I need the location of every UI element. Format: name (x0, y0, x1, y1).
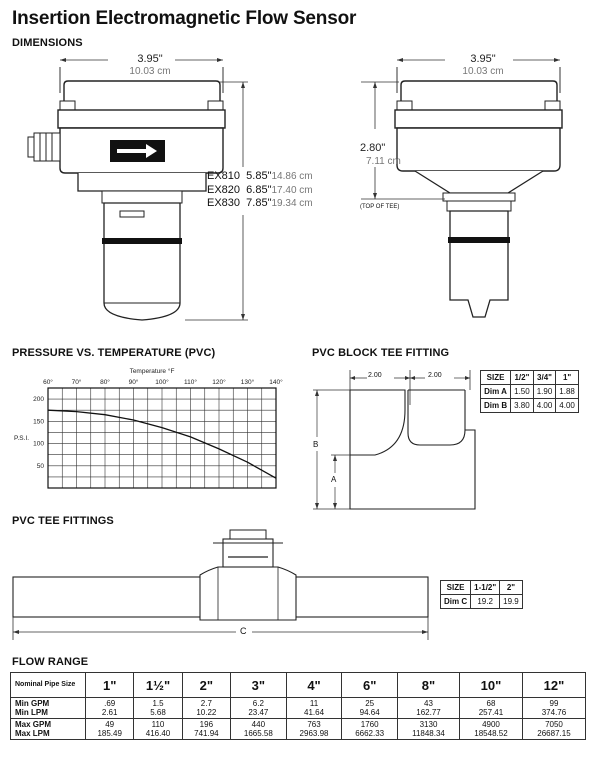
block-tee-label-b: B (313, 440, 319, 449)
max-flow-cell (459, 719, 522, 740)
pipe-size-cell: 10" (459, 673, 522, 698)
max-gpm-value: 1760 (360, 720, 379, 729)
y-tick-label: 200 (33, 396, 44, 404)
block-tee-label-a: A (331, 475, 337, 484)
model-row-ex810: EX810 5.85"14.86 cm (207, 170, 313, 182)
max-gpm-value: 440 (251, 720, 266, 729)
x-tick-label: 90° (128, 379, 139, 386)
max-lpm-value: 6662.33 (355, 729, 385, 738)
table-row: Dim A 1.50 1.90 1.88 (481, 385, 579, 399)
min-lpm-value: 257.41 (478, 708, 504, 717)
tee-size-table (440, 580, 523, 609)
height-cm: 7.11 cm (366, 156, 401, 167)
min-flow-cell (522, 698, 585, 719)
block-tee-heading: PVC BLOCK TEE FITTING (312, 347, 450, 359)
pipe-size-cell: 3" (231, 673, 287, 698)
max-lpm-value: 416.40 (145, 729, 171, 738)
max-gpm-value: 4900 (482, 720, 500, 729)
max-gpm-value: 196 (199, 720, 214, 729)
x-tick-label: 120° (212, 379, 226, 386)
x-tick-label: 140° (269, 379, 283, 386)
min-flow-cell (459, 698, 522, 719)
max-lpm-value: 18548.52 (474, 729, 508, 738)
min-gpm-value: 99 (549, 699, 559, 708)
table-row: Dim C 19.2 19.9 (441, 595, 523, 609)
min-lpm-value: 23.47 (248, 708, 269, 717)
model-dimension-list (207, 170, 313, 211)
max-flow-cell (134, 719, 182, 740)
max-gpm-value: 49 (105, 720, 115, 729)
page-title: Insertion Electromagnetic Flow Sensor (12, 8, 357, 29)
pipe-size-cell: 12" (522, 673, 585, 698)
height-inches: 2.80" (360, 142, 386, 154)
tee-fittings-heading: PVC TEE FITTINGS (12, 515, 114, 527)
min-flow-cell (134, 698, 182, 719)
min-flow-cell (182, 698, 230, 719)
pipe-size-cell: 2" (182, 673, 230, 698)
block-tee-drawing (305, 365, 480, 513)
min-gpm-value: 11 (309, 699, 319, 708)
max-flow-row: Max GPM Max LPM 49 185.49 110 416.40 196 741.94 440 1665.58 763 2963.98 1760 6662.33 3130 11848.34 4900 18548.52 7050 26687.15 (11, 719, 586, 740)
model-row-ex830: EX830 7.85"19.34 cm (207, 197, 313, 209)
min-lpm-value: 94.64 (359, 708, 380, 717)
min-lpm-value: 5.68 (150, 708, 166, 717)
max-flow-cell (86, 719, 134, 740)
max-flow-cell (286, 719, 342, 740)
y-tick-label: 50 (36, 462, 44, 470)
block-tee-table-header: SIZE 1/2" 3/4" 1" (481, 371, 579, 385)
min-flow-cell (86, 698, 134, 719)
tee-fitting-drawing (8, 525, 438, 645)
pipe-size-cell: 4" (286, 673, 342, 698)
pipe-size-cell: 1½" (134, 673, 182, 698)
min-flow-cell (342, 698, 398, 719)
x-tick-label: 60° (43, 379, 53, 386)
left-width-inches: 3.95" (137, 53, 163, 65)
max-flow-cell (182, 719, 230, 740)
min-flow-cell (286, 698, 342, 719)
sensor-side-drawing (355, 55, 590, 340)
block-tee-dim2: 2.00 (428, 372, 442, 379)
pressure-chart-heading: PRESSURE VS. TEMPERATURE (PVC) (12, 347, 216, 359)
min-gpm-value: 2.7 (200, 699, 212, 708)
min-flow-cell (398, 698, 460, 719)
max-flow-cell (522, 719, 585, 740)
pipe-size-cell: 8" (398, 673, 460, 698)
table-row: Dim B 3.80 4.00 4.00 (481, 399, 579, 413)
min-gpm-value: 68 (486, 699, 496, 708)
tee-table-header: SIZE 1-1/2" 2" (441, 581, 523, 595)
min-lpm-value: 2.61 (101, 708, 118, 717)
max-gpm-value: 110 (151, 720, 165, 729)
max-lpm-value: 741.94 (194, 729, 219, 738)
x-tick-label: 100° (155, 379, 169, 386)
tee-label-c: C (240, 626, 247, 636)
flow-range-heading: FLOW RANGE (12, 656, 89, 668)
y-tick-label: 100 (33, 440, 44, 448)
min-lpm-value: 10.22 (196, 708, 217, 717)
max-lpm-value: 11848.34 (412, 729, 445, 738)
pipe-size-cell: 6" (342, 673, 398, 698)
dimensions-heading: DIMENSIONS (12, 37, 83, 49)
max-lpm-value: 185.49 (97, 729, 122, 738)
max-gpm-value: 763 (307, 720, 321, 729)
min-flow-row: Min GPM Min LPM .69 2.61 1.5 5.68 2.7 10.22 6.2 23.47 11 41.64 25 94.64 43 162.77 68 257.41 99 374.76 (11, 698, 586, 719)
min-flow-cell (231, 698, 287, 719)
x-axis-title: Temperature °F (129, 368, 175, 375)
x-tick-label: 80° (100, 379, 110, 386)
min-lpm-value: 41.64 (304, 708, 325, 717)
max-flow-cell (231, 719, 287, 740)
pressure-temperature-chart (10, 364, 295, 494)
right-width-cm: 10.03 cm (462, 66, 504, 77)
nominal-size-row: Nominal Pipe Size 1" 1½" 2" 3" 4" 6" 8" 10" 12" (11, 673, 586, 698)
y-tick-label: 150 (33, 418, 44, 426)
min-lpm-value: 374.76 (541, 708, 567, 717)
block-tee-dim1: 2.00 (368, 372, 382, 379)
x-tick-label: 70° (71, 379, 82, 386)
x-tick-label: 110° (184, 379, 197, 386)
max-gpm-value: 3130 (419, 720, 438, 729)
max-flow-cell (342, 719, 398, 740)
x-tick-label: 130° (240, 379, 255, 386)
max-flow-cell (398, 719, 460, 740)
min-gpm-value: 6.2 (252, 699, 264, 708)
max-gpm-value: 7050 (545, 720, 563, 729)
left-width-cm: 10.03 cm (129, 66, 171, 77)
max-lpm-value: 2963.98 (299, 729, 329, 738)
min-lpm-value: 162.77 (416, 708, 441, 717)
min-gpm-value: 25 (365, 699, 375, 708)
model-row-ex820: EX820 6.85"17.40 cm (207, 183, 313, 196)
block-tee-size-table (480, 370, 579, 413)
max-lpm-value: 1665.58 (243, 729, 273, 738)
min-gpm-value: 1.5 (152, 699, 164, 708)
right-width-inches: 3.95" (470, 53, 496, 65)
y-axis-title: P.S.I. (14, 435, 30, 442)
min-gpm-value: 43 (424, 699, 433, 708)
min-gpm-value: .69 (104, 699, 116, 708)
flow-range-table (10, 672, 586, 740)
max-lpm-value: 26687.15 (537, 729, 571, 738)
pipe-size-cell: 1" (86, 673, 134, 698)
top-of-tee-label: (TOP OF TEE) (360, 204, 400, 210)
